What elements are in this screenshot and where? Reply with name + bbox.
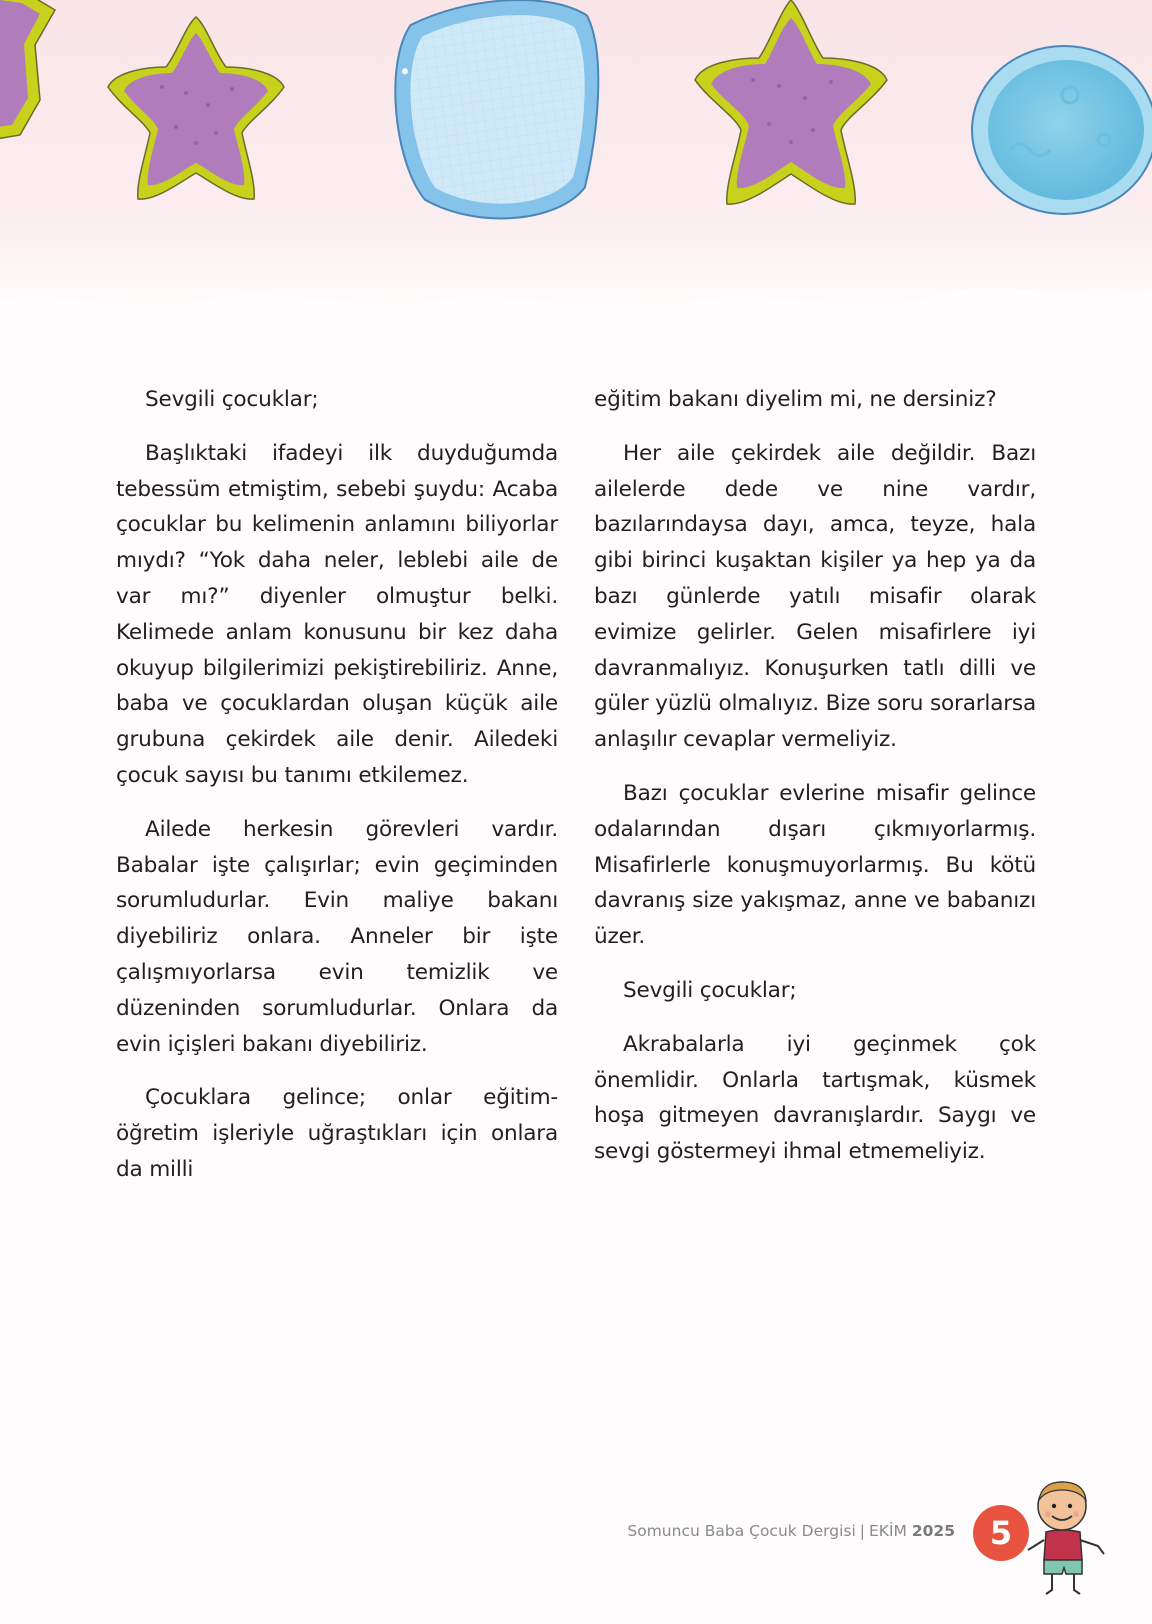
footer-separator: | xyxy=(859,1522,866,1540)
paragraph-continuation: eğitim bakanı diyelim mi, ne dersiniz? xyxy=(594,387,997,412)
page-number: 5 xyxy=(973,1505,1029,1561)
paragraph: Her aile çekirdek aile değildir. Bazı ailelerde dede ve nine vardır, bazılarındaysa dayı, amca, teyze, hala gibi birinci kuşaktan kişiler ya hep ya da bazı günlerde yatılı misafir olarak evimize gelirler. Gelen misafirlere iyi davranmalıyız. Konuşurken tatlı dilli ve güler yüzlü olmalıyız. Bize soru sorarlarsa anlaşılır cevaplar vermeliyiz. xyxy=(594,440,1036,753)
article-left-column xyxy=(116,382,558,1206)
paragraph: Akrabalarla iyi geçinmek çok önemlidir. Onlarla tartışmak, küsmek hoşa gitmeyen davranışlardır. Saygı ve sevgi göstermeyi ihmal etmemeliyiz. xyxy=(594,1031,1036,1165)
paragraph: Başlıktaki ifadeyi ilk duyduğumda tebessüm etmiştim, sebebi şuydu: Acaba çocuklar bu kelimenin anlamını biliyorlar mıydı? “Yok daha neler, leblebi aile de var mı?” diyenler olmuştur belki. Kelimede anlam konusunu bir kez daha okuyup bilgilerimizi pekiştirebiliriz. Anne, baba ve çocuklardan oluşan küçük aile grubuna çekirdek aile denir. Ailedeki çocuk sayısı bu tanımı etkilemez. xyxy=(116,440,558,788)
paragraph: Ailede herkesin görevleri vardır. Babalar işte çalışırlar; evin geçiminden sorumludurlar. Evin maliye bakanı diyebiliriz onlara. Anneler bir işte çalışmıyorlarsa evin temizlik ve düzeninden sorumludurlar. Onlara da evin içişleri bakanı diyebiliriz. xyxy=(116,816,558,1057)
greeting: Sevgili çocuklar; xyxy=(623,977,797,1003)
paragraph: Bazı çocuklar evlerine misafir gelince odalarından dışarı çıkmıyorlarmış. Misafirlerle konuşmuyorlarmış. Bu kötü davranış size yakışmaz, anne ve babanızı üzer. xyxy=(594,780,1036,950)
greeting: Sevgili çocuklar; xyxy=(145,387,319,412)
article-right-column xyxy=(594,382,1036,1188)
page-footer xyxy=(600,1522,955,1540)
issue-year: 2025 xyxy=(911,1522,955,1540)
cartoon-boy-icon xyxy=(1022,1478,1112,1598)
issue-month: EKİM xyxy=(869,1522,907,1540)
water-pool-icon xyxy=(972,46,1152,214)
paragraph: Çocuklara gelince; onlar eğitim-öğretim işleriyle uğraştıkları için onlara da milli xyxy=(116,1085,558,1182)
header-decoration xyxy=(0,0,1152,330)
magazine-name: Somuncu Baba Çocuk Dergisi xyxy=(627,1522,856,1540)
